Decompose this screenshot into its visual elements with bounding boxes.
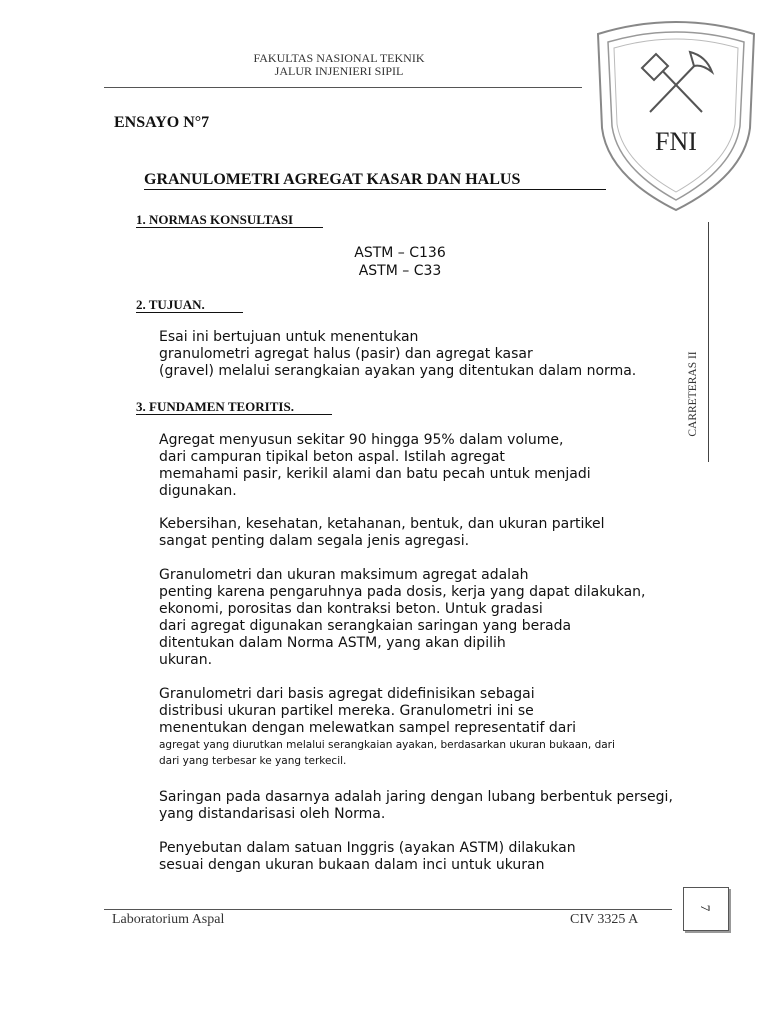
- paragraph-3: [159, 567, 646, 669]
- faculty-header: [104, 52, 574, 78]
- footer-divider: [104, 909, 672, 910]
- text-line: yang distandarisasi oleh Norma.: [159, 806, 386, 822]
- text-line: Esai ini bertujuan untuk menentukan: [159, 329, 419, 345]
- text-line: Saringan pada dasarnya adalah jaring dengan lubang berbentuk persegi,: [159, 789, 673, 805]
- norm-item: ASTM – C136: [354, 245, 446, 261]
- faculty-name: FAKULTAS NASIONAL TEKNIK: [253, 51, 425, 65]
- tujuan-paragraph: [159, 329, 636, 380]
- document-title: GRANULOMETRI AGREGAT KASAR DAN HALUS: [144, 171, 606, 190]
- footer-lab-name: Laboratorium Aspal: [112, 912, 225, 927]
- section-heading-normas: 1. NORMAS KONSULTASI: [136, 212, 323, 228]
- paragraph-5: [159, 789, 673, 823]
- text-line: ekonomi, porositas dan kontraksi beton. Untuk gradasi: [159, 601, 543, 617]
- text-line: Penyebutan dalam satuan Inggris (ayakan ASTM) dilakukan: [159, 840, 576, 856]
- text-line: Granulometri dan ukuran maksimum agregat adalah: [159, 567, 529, 583]
- course-side-label: CARRETERAS II: [687, 351, 699, 437]
- text-line: ukuran.: [159, 652, 213, 668]
- text-line: sesuai dengan ukuran bukaan dalam inci untuk ukuran: [159, 857, 545, 873]
- text-line: Granulometri dari basis agregat didefinisikan sebagai: [159, 686, 535, 702]
- paragraph-4: [159, 686, 576, 737]
- text-line: distribusi ukuran partikel mereka. Granulometri ini se: [159, 703, 534, 719]
- text-line: dari campuran tipikal beton aspal. Istilah agregat: [159, 449, 505, 465]
- fni-shield-logo: [594, 16, 758, 212]
- test-number: ENSAYO N°7: [114, 114, 210, 131]
- text-line: Agregat menyusun sekitar 90 hingga 95% dalam volume,: [159, 432, 564, 448]
- page-number: 7: [698, 904, 713, 912]
- department-name: JALUR INJENIERI SIPIL: [274, 64, 404, 78]
- text-line: ditentukan dalam Norma ASTM, yang akan dipilih: [159, 635, 506, 651]
- paragraph-6: [159, 840, 576, 874]
- logo-text: FNI: [655, 127, 697, 156]
- paragraph-4-continued: [159, 737, 615, 769]
- footer-course-code: CIV 3325 A: [570, 912, 639, 927]
- text-line: granulometri agregat halus (pasir) dan agregat kasar: [159, 346, 533, 362]
- text-line: memahami pasir, kerikil alami dan batu pecah untuk menjadi: [159, 466, 591, 482]
- text-line: agregat yang diurutkan melalui serangkaian ayakan, berdasarkan ukuran bukaan, dari: [159, 739, 615, 751]
- section-heading-tujuan: 2. TUJUAN.: [136, 297, 243, 313]
- norm-item: ASTM – C33: [358, 263, 442, 279]
- text-line: (gravel) melalui serangkaian ayakan yang ditentukan dalam norma.: [159, 363, 637, 379]
- text-line: digunakan.: [159, 483, 237, 499]
- text-line: dari agregat digunakan serangkaian saringan yang berada: [159, 618, 572, 634]
- paragraph-1: [159, 432, 591, 500]
- header-divider: [104, 87, 582, 88]
- text-line: penting karena pengaruhnya pada dosis, kerja yang dapat dilakukan,: [159, 584, 646, 600]
- text-line: menentukan dengan melewatkan sampel representatif dari: [159, 720, 577, 736]
- side-divider: [708, 222, 709, 462]
- text-line: sangat penting dalam segala jenis agregasi.: [159, 533, 470, 549]
- paragraph-2: [159, 516, 604, 550]
- text-line: dari yang terbesar ke yang terkecil.: [159, 755, 347, 767]
- text-line: Kebersihan, kesehatan, ketahanan, bentuk, dan ukuran partikel: [159, 516, 605, 532]
- section-heading-fundamen: 3. FUNDAMEN TEORITIS.: [136, 399, 332, 415]
